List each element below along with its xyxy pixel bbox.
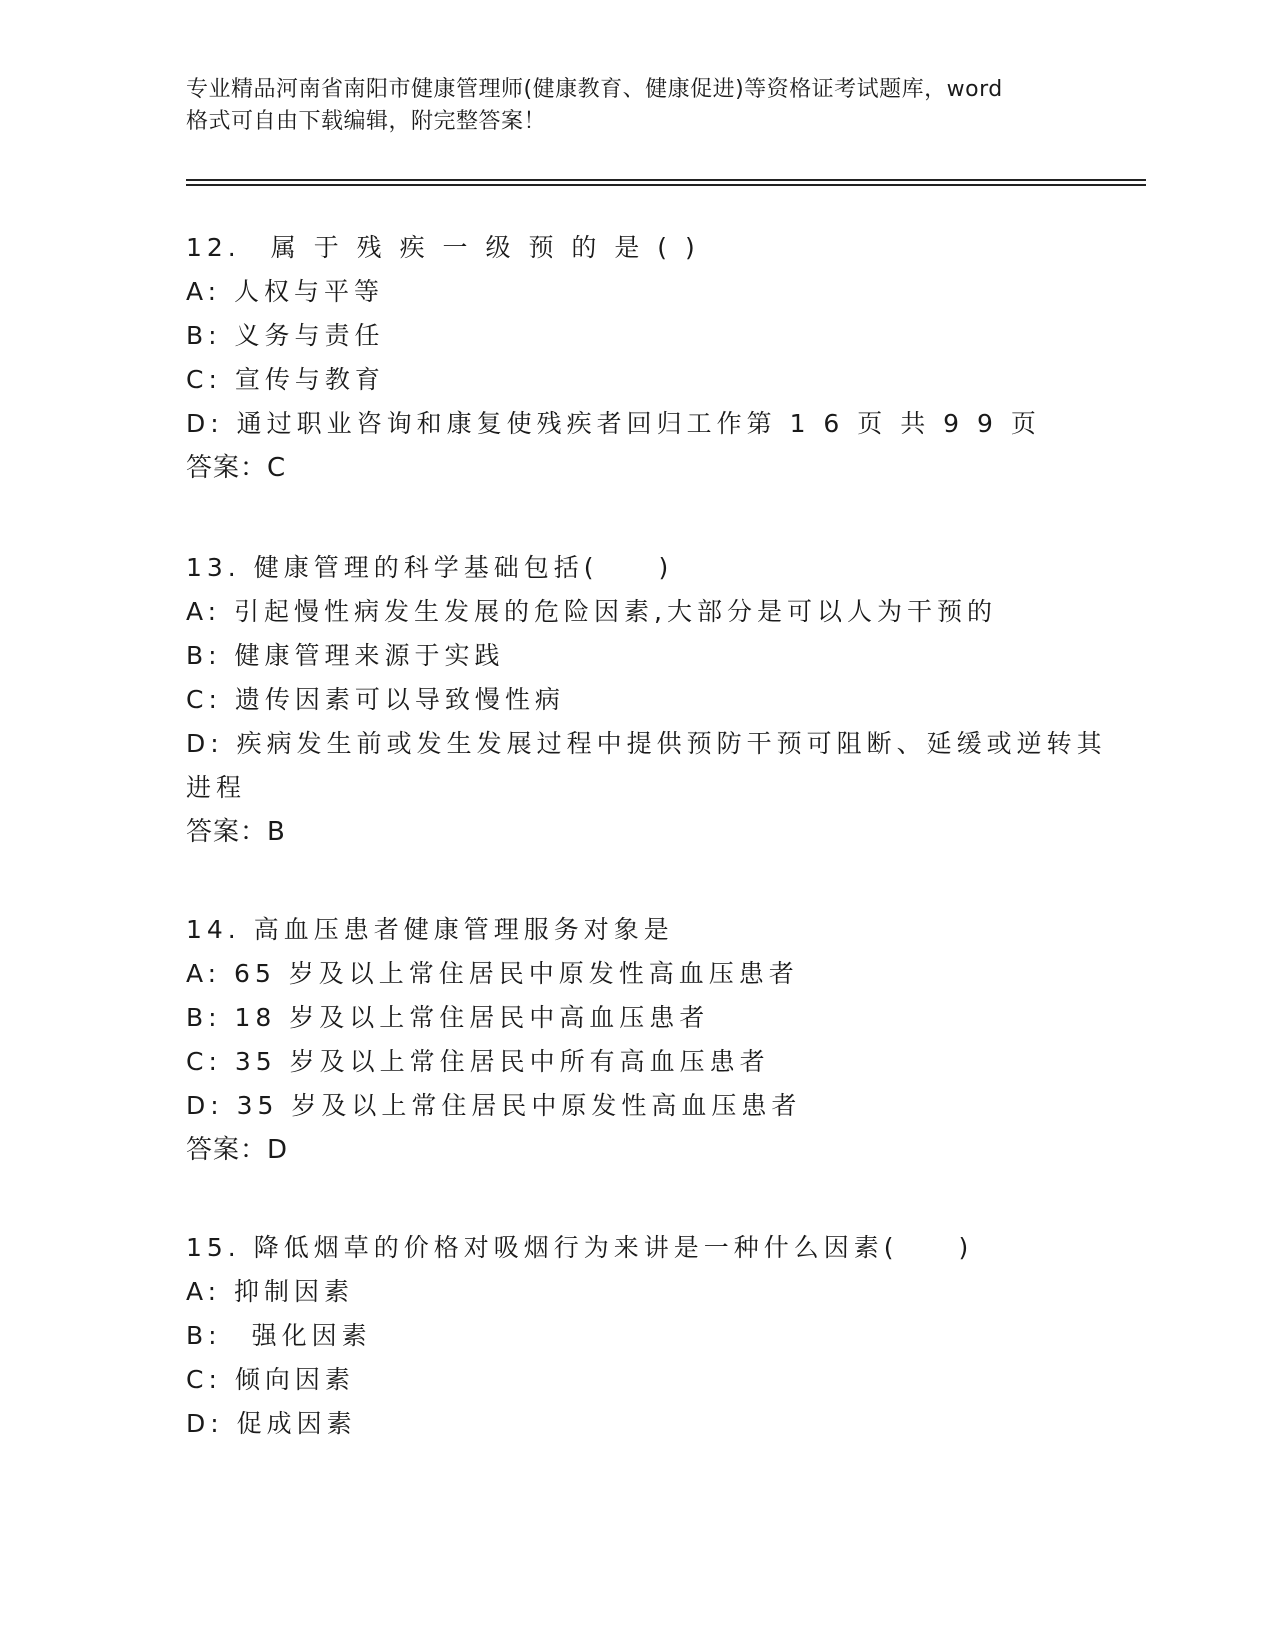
header-rule-bottom	[186, 184, 1146, 186]
header-line-2: 格式可自由下载编辑，附完整答案！	[186, 109, 547, 134]
question-13-answer: 答案：B	[186, 817, 286, 847]
question-13-option-d: D: 疾病发生前或发生发展过程中提供预防干预可阻断、延缓或逆转其	[186, 729, 1107, 758]
question-15-stem: 15. 降低烟草的价格对吸烟行为来讲是一种什么因素( )	[186, 1233, 974, 1262]
question-12-option-c: C: 宣传与教育	[186, 365, 385, 394]
question-13-option-b: B: 健康管理来源于实践	[186, 641, 505, 670]
question-15-option-b: B: 强化因素	[186, 1321, 372, 1350]
question-13-option-d-continued: 进程	[186, 773, 247, 802]
header-line-1: 专业精品河南省南阳市健康管理师(健康教育、健康促进)等资格证考试题库，word	[186, 77, 1003, 102]
question-14-option-b: B: 18 岁及以上常住居民中高血压患者	[186, 1003, 710, 1032]
question-14-option-a: A: 65 岁及以上常住居民中原发性高血压患者	[186, 959, 799, 988]
question-15-option-a: A: 抑制因素	[186, 1277, 355, 1306]
question-15-option-d: D: 促成因素	[186, 1409, 357, 1438]
question-14-answer: 答案：D	[186, 1135, 289, 1165]
question-12-option-a: A: 人权与平等	[186, 277, 385, 306]
question-12-answer: 答案：C	[186, 453, 287, 483]
question-14-option-c: C: 35 岁及以上常住居民中所有高血压患者	[186, 1047, 770, 1076]
question-15-option-c: C: 倾向因素	[186, 1365, 355, 1394]
header-rule-top	[186, 179, 1146, 181]
question-12-stem: 12. 属 于 残 疾 一 级 预 的 是 ( )	[186, 233, 700, 262]
question-14-stem: 14. 高血压患者健康管理服务对象是	[186, 915, 674, 944]
question-14-option-d: D: 35 岁及以上常住居民中原发性高血压患者	[186, 1091, 802, 1120]
question-13-option-a: A: 引起慢性病发生发展的危险因素,大部分是可以人为干预的	[186, 597, 997, 626]
question-13-option-c: C: 遗传因素可以导致慢性病	[186, 685, 565, 714]
document-header	[186, 74, 1086, 138]
question-13-stem: 13. 健康管理的科学基础包括( )	[186, 553, 674, 582]
question-12-option-d: D: 通过职业咨询和康复使残疾者回归工作第 1 6 页 共 9 9 页	[186, 409, 1041, 438]
question-12-option-b: B: 义务与责任	[186, 321, 385, 350]
